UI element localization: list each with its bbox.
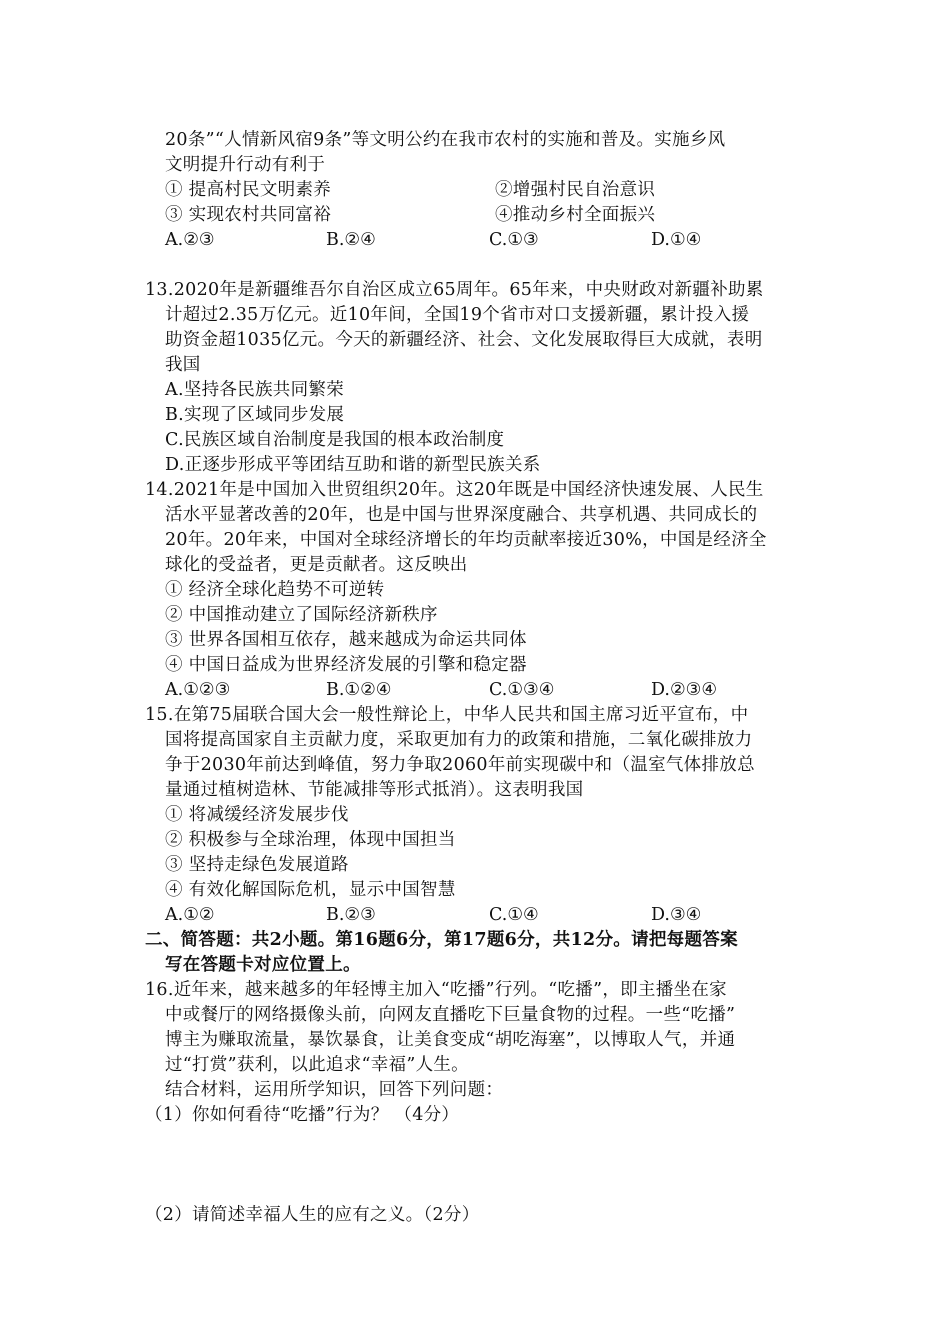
q12-choice-b: B.②④ bbox=[326, 230, 376, 250]
q14-choice-d: D.②③④ bbox=[651, 680, 718, 700]
q14-item-3: ③ 世界各国相互依存，越来越成为命运共同体 bbox=[165, 630, 527, 650]
section-2-heading-cont: 写在答题卡对应位置上。 bbox=[165, 955, 361, 975]
q15-line-1: 15.在第75届联合国大会一般性辩论上，中华人民共和国主席习近平宣布，中 bbox=[145, 705, 749, 725]
q16-line-2: 中或餐厅的网络摄像头前，向网友直播吃下巨量食物的过程。一些“吃播” bbox=[165, 1005, 736, 1025]
q12-item-3: ③ 实现农村共同富裕 bbox=[165, 205, 332, 225]
q16-prompt: 结合材料，运用所学知识，回答下列问题： bbox=[165, 1080, 504, 1100]
q14-line-1: 14.2021年是中国加入世贸组织20年。这20年既是中国经济快速发展、人民生 bbox=[145, 480, 764, 500]
q15-choice-c: C.①④ bbox=[489, 905, 539, 925]
q14-choice-a: A.①②③ bbox=[165, 680, 231, 700]
q14-choice-c: C.①③④ bbox=[489, 680, 555, 700]
q14-item-2: ② 中国推动建立了国际经济新秩序 bbox=[165, 605, 438, 625]
q15-line-2: 国将提高国家自主贡献力度，采取更加有力的政策和措施，二氧化碳排放力 bbox=[165, 730, 753, 750]
q14-line-4: 球化的受益者，更是贡献者。这反映出 bbox=[165, 555, 468, 575]
q16-sub-question-2: （2）请简述幸福人生的应有之义。（2分） bbox=[145, 1205, 480, 1225]
q13-option-a: A.坚持各民族共同繁荣 bbox=[165, 380, 344, 400]
q12-item-2: ②增强村民自治意识 bbox=[495, 180, 656, 200]
section-2-heading: 二、简答题：共2小题。第16题6分，第17题6分，共12分。请把每题答案 bbox=[145, 930, 738, 950]
q12-item-4: ④推动乡村全面振兴 bbox=[495, 205, 656, 225]
q13-line-4: 我国 bbox=[165, 355, 201, 375]
q13-option-c: C.民族区域自治制度是我国的根本政治制度 bbox=[165, 430, 505, 450]
q12-choice-a: A.②③ bbox=[165, 230, 215, 250]
q15-line-3: 争于2030年前达到峰值，努力争取2060年前实现碳中和（温室气体排放总 bbox=[165, 755, 755, 775]
q12-choice-d: D.①④ bbox=[651, 230, 702, 250]
q13-option-b: B.实现了区域同步发展 bbox=[165, 405, 345, 425]
q14-choice-b: B.①②④ bbox=[326, 680, 392, 700]
q16-line-3: 博主为赚取流量，暴饮暴食，让美食变成“胡吃海塞”，以博取人气，并通 bbox=[165, 1030, 736, 1050]
q15-line-4: 量通过植树造林、节能减排等形式抵消）。这表明我国 bbox=[165, 780, 584, 800]
q13-option-d: D.正逐步形成平等团结互助和谐的新型民族关系 bbox=[165, 455, 541, 475]
q14-line-2: 活水平显著改善的20年，也是中国与世界深度融合、共享机遇、共同成长的 bbox=[165, 505, 758, 525]
q15-item-2: ② 积极参与全球治理，体现中国担当 bbox=[165, 830, 456, 850]
q15-choice-a: A.①② bbox=[165, 905, 215, 925]
q16-sub-question-1: （1）你如何看待“吃播”行为？ （4分） bbox=[145, 1105, 460, 1125]
q15-item-1: ① 将减缓经济发展步伐 bbox=[165, 805, 349, 825]
q12-line-1: 20条”“人情新风宿9条”等文明公约在我市农村的实施和普及。实施乡风 bbox=[165, 130, 726, 150]
q12-choice-c: C.①③ bbox=[489, 230, 539, 250]
q15-choice-d: D.③④ bbox=[651, 905, 702, 925]
q12-item-1: ① 提高村民文明素养 bbox=[165, 180, 332, 200]
q14-line-3: 20年。20年来，中国对全球经济增长的年均贡献率接近30%，中国是经济全 bbox=[165, 530, 767, 550]
q13-line-2: 计超过2.35万亿元。近10年间，全国19个省市对口支援新疆，累计投入援 bbox=[165, 305, 750, 325]
q14-item-4: ④ 中国日益成为世界经济发展的引擎和稳定器 bbox=[165, 655, 527, 675]
q13-line-1: 13.2020年是新疆维吾尔自治区成立65周年。65年来，中央财政对新疆补助累 bbox=[145, 280, 764, 300]
q13-line-3: 助资金超1035亿元。今天的新疆经济、社会、文化发展取得巨大成就，表明 bbox=[165, 330, 763, 350]
q15-choice-b: B.②③ bbox=[326, 905, 376, 925]
q14-item-1: ① 经济全球化趋势不可逆转 bbox=[165, 580, 385, 600]
q15-item-4: ④ 有效化解国际危机，显示中国智慧 bbox=[165, 880, 456, 900]
q15-item-3: ③ 坚持走绿色发展道路 bbox=[165, 855, 349, 875]
q16-line-4: 过“打赏”获利，以此追求“幸福”人生。 bbox=[165, 1055, 469, 1075]
q16-line-1: 16.近年来，越来越多的年轻博主加入“吃播”行列。“吃播”，即主播坐在家 bbox=[145, 980, 727, 1000]
q12-line-2: 文明提升行动有利于 bbox=[165, 155, 326, 175]
